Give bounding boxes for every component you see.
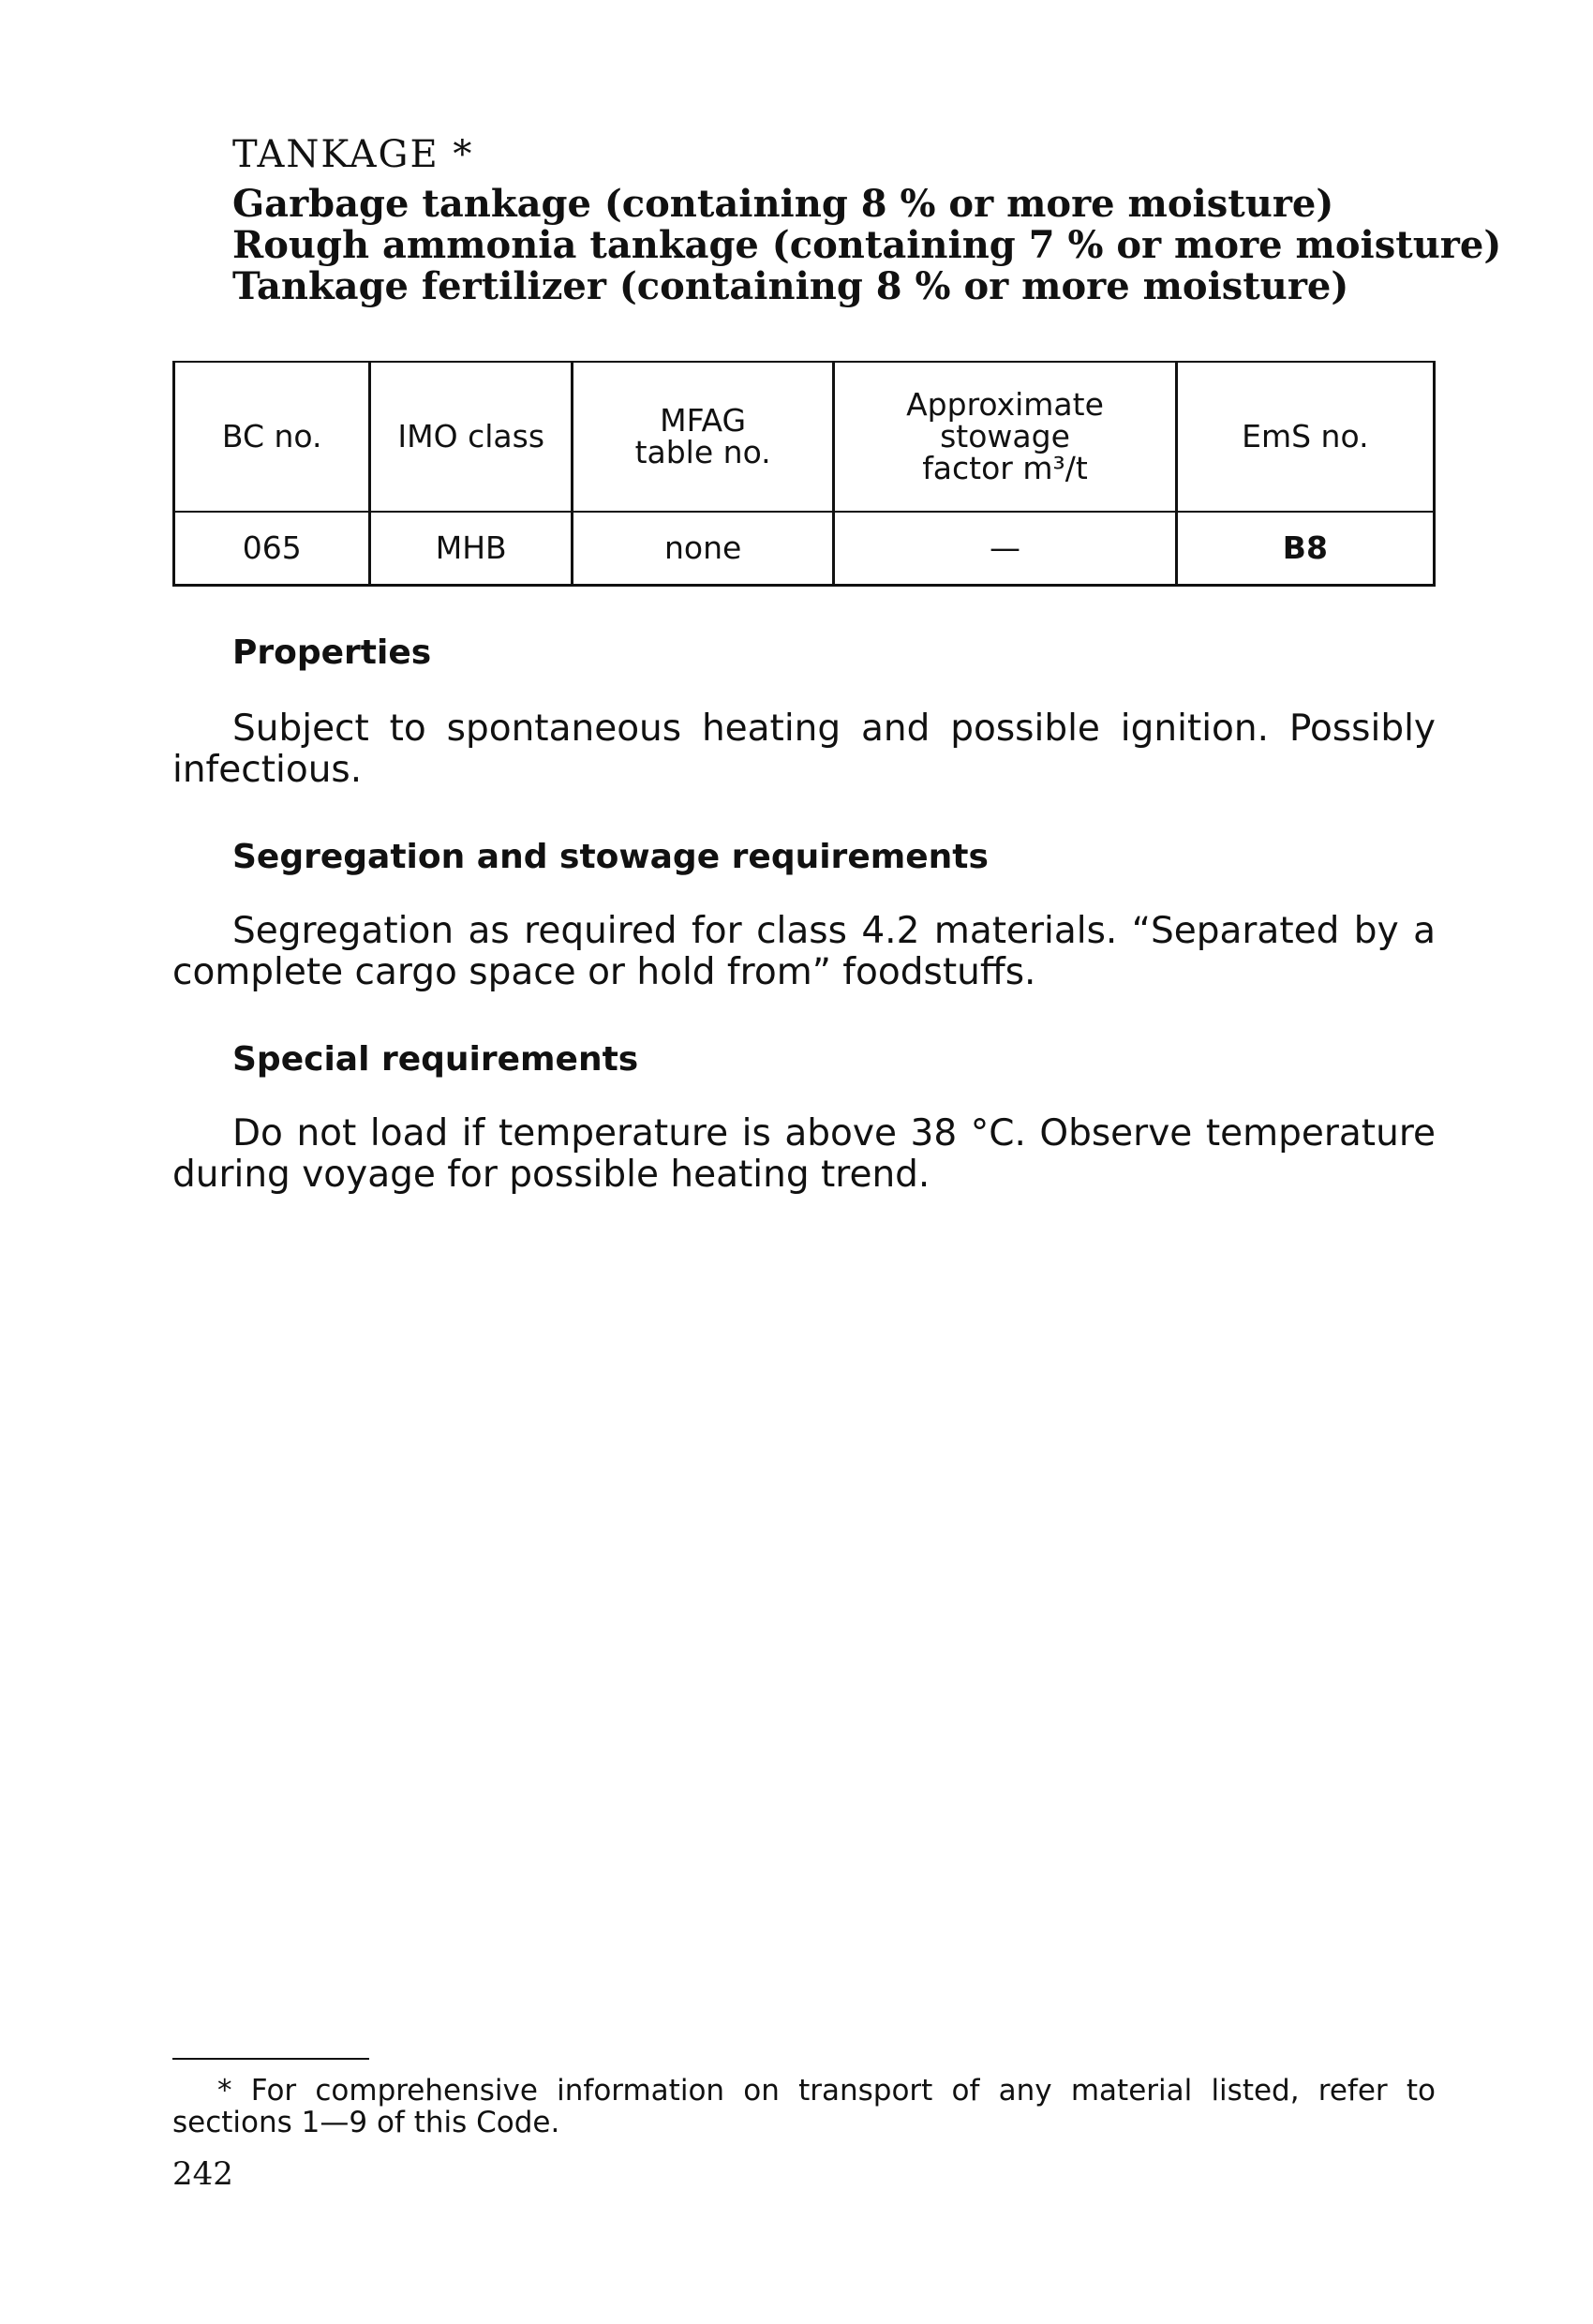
synonym-item: Rough ammonia tankage (containing 7 % or more moisture) [232, 223, 1502, 267]
special-heading: Special requirements [232, 1040, 639, 1079]
synonym-list [232, 182, 1502, 308]
table-row [174, 512, 1435, 585]
properties-text-content: Subject to spontaneous heating and possible ignition. Possibly infectious. [172, 708, 1436, 791]
footnote-divider [172, 2058, 369, 2060]
cell-bc-no: 065 [174, 512, 370, 585]
cell-imo-class: MHB [370, 512, 573, 585]
header-stowage-line: Approximate [906, 386, 1104, 423]
page-number: 242 [172, 2155, 233, 2193]
classification-table [172, 361, 1436, 587]
properties-text [172, 708, 1436, 791]
special-text [172, 1113, 1436, 1196]
header-ems-no: EmS no. [1176, 362, 1434, 512]
synonym-item: Garbage tankage (containing 8 % or more moisture) [232, 182, 1334, 226]
cell-stowage-factor: — [834, 512, 1176, 585]
special-text-content: Do not load if temperature is above 38 °C. Observe temperature during voyage for possible heating trend. [172, 1112, 1436, 1196]
table-header-row [174, 362, 1435, 512]
cell-mfag: none [572, 512, 833, 585]
segregation-heading: Segregation and stowage requirements [232, 838, 989, 876]
synonym-item: Tankage fertilizer (containing 8 % or more moisture) [232, 264, 1349, 308]
header-stowage-line: factor m³/t [922, 450, 1088, 486]
cell-ems-no: B8 [1176, 512, 1434, 585]
header-mfag [572, 362, 833, 512]
footnote [172, 2075, 1436, 2138]
properties-heading: Properties [232, 633, 432, 672]
header-mfag-line: MFAG [660, 402, 747, 439]
footnote-text: * For comprehensive information on transport of any material listed, refer to sections 1—9 of this Code. [172, 2074, 1436, 2139]
segregation-text-content: Segregation as required for class 4.2 materials. “Separated by a complete cargo space or hold from” foodstuffs. [172, 910, 1436, 993]
header-stowage-line: stowage [940, 418, 1070, 454]
header-mfag-line: table no. [634, 434, 771, 470]
segregation-text [172, 911, 1436, 993]
header-stowage-factor [834, 362, 1176, 512]
page-title: TANKAGE * [232, 133, 474, 176]
header-bc-no: BC no. [174, 362, 370, 512]
header-imo-class: IMO class [370, 362, 573, 512]
